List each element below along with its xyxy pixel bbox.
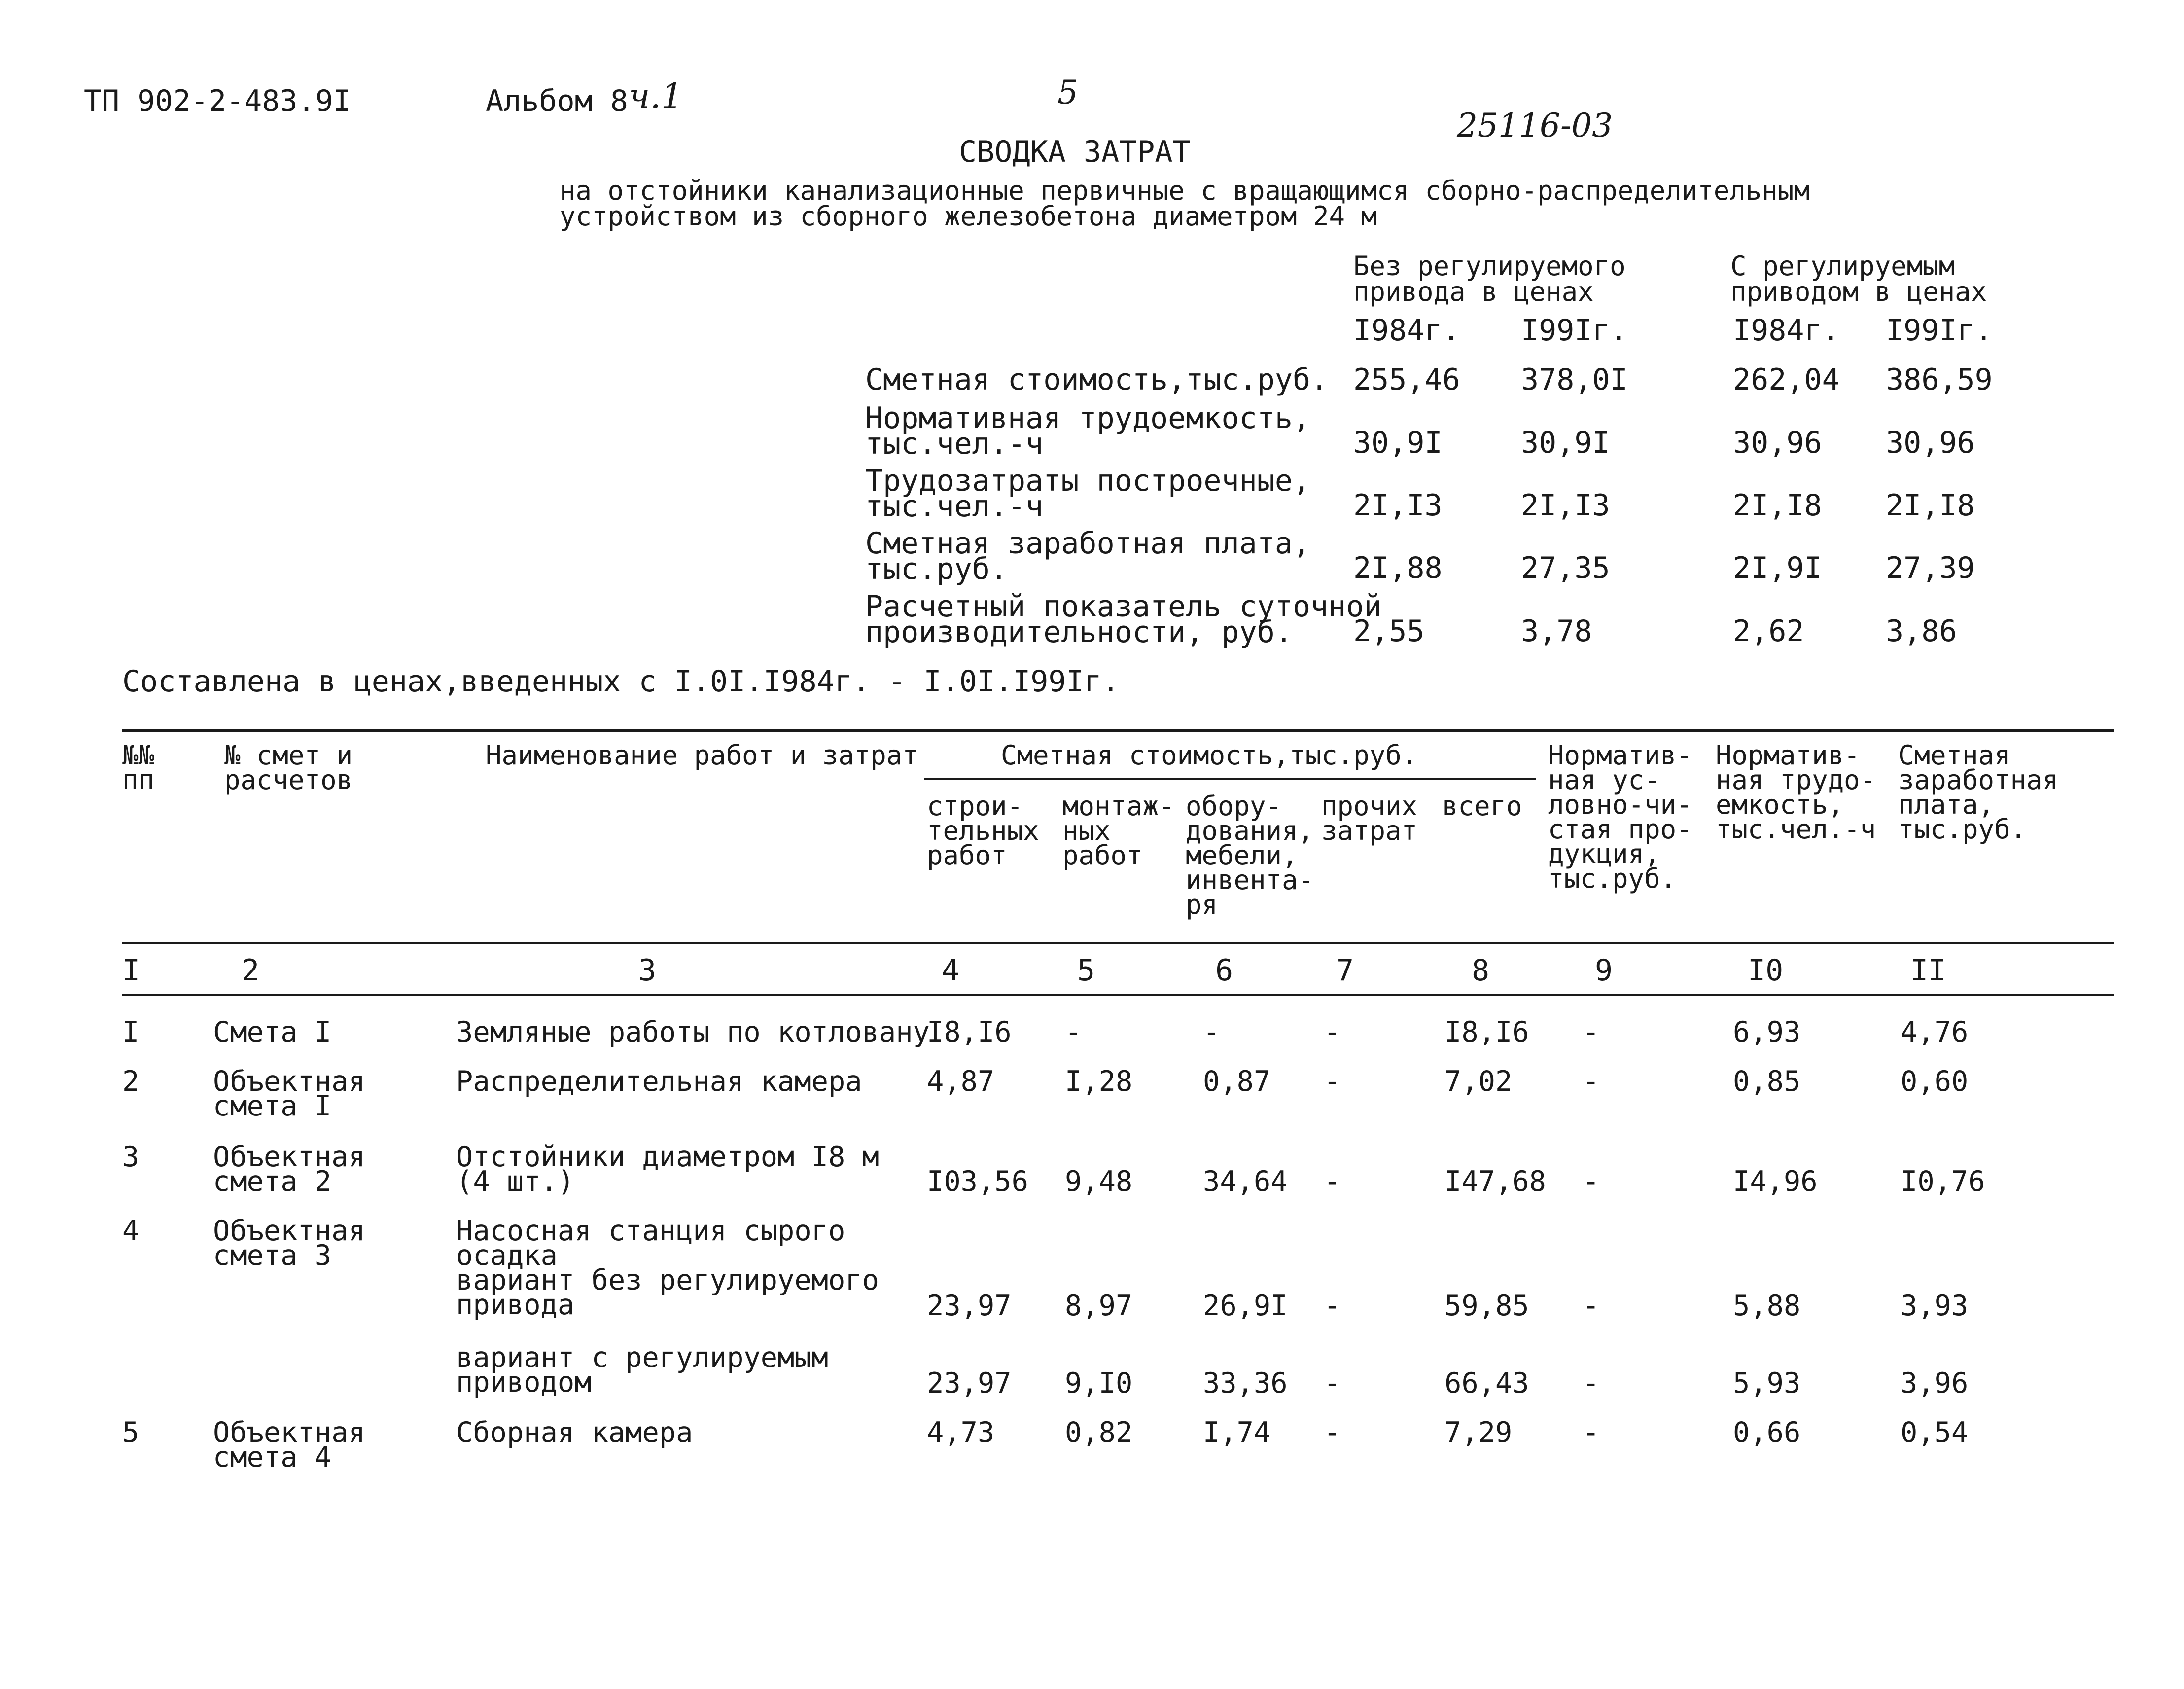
row-value: I,28 (1065, 1065, 1133, 1098)
header-col11: заработная (1898, 764, 2059, 795)
header-col4: строи- (927, 791, 1023, 822)
column-number: 4 (942, 953, 960, 988)
summary-value: 27,35 (1521, 551, 1610, 585)
summary-row-unit: тыс.руб. (865, 552, 1008, 586)
header-col8: всего (1442, 791, 1522, 822)
summary-value: 386,59 (1886, 362, 1993, 397)
row-name: осадка (456, 1239, 558, 1272)
summary-value: 2I,I3 (1353, 488, 1443, 523)
row-estimate: Смета I (213, 1016, 332, 1048)
header-col5: ных (1062, 815, 1111, 846)
row-estimate: Объектная (213, 1215, 365, 1247)
table-header-rule (122, 942, 2114, 944)
row-value: I,74 (1203, 1416, 1271, 1449)
row-name: Сборная камера (456, 1416, 693, 1449)
row-number: 2 (122, 1065, 140, 1098)
header-col10: емкость, (1716, 789, 1844, 820)
column-number: I (122, 953, 141, 988)
summary-value: 2,62 (1733, 614, 1804, 648)
header-col6: мебели, (1186, 840, 1298, 871)
row-value: - (1324, 1065, 1341, 1098)
doc-code: ТП 902-2-483.9I (84, 84, 351, 118)
row-value: 5,88 (1733, 1290, 1801, 1322)
column-number: 9 (1595, 953, 1613, 988)
table-numbers-rule (122, 994, 2114, 996)
row-number: 5 (122, 1416, 140, 1449)
row-number: I (122, 1016, 140, 1048)
row-value: I8,I6 (1444, 1016, 1529, 1048)
row-name: Земляные работы по котловану (456, 1016, 930, 1048)
summary-year: I99Iг. (1521, 313, 1628, 348)
table-group-rule (924, 778, 1536, 780)
summary-value: 378,0I (1521, 362, 1628, 397)
summary-value: 3,86 (1886, 614, 1957, 648)
row-value: 4,73 (927, 1416, 995, 1449)
row-name: вариант без регулируемого (456, 1264, 879, 1296)
header-col9: ловно-чи- (1548, 789, 1692, 820)
summary-value: 262,04 (1733, 362, 1840, 397)
row-value: I8,I6 (927, 1016, 1012, 1048)
row-name: привода (456, 1289, 575, 1321)
summary-group2-subheading: приводом в ценах (1730, 276, 1987, 307)
header-col1: пп (122, 764, 155, 795)
row-number: 3 (122, 1141, 140, 1173)
row-number: 4 (122, 1215, 140, 1247)
header-col6: инвента- (1186, 864, 1314, 896)
row-estimate: Объектная (213, 1065, 365, 1098)
album-part: ч.1 (629, 76, 683, 116)
row-value: 0,60 (1901, 1065, 1969, 1098)
summary-row-label: Трудозатраты построечные, (865, 464, 1311, 498)
header-col5: монтаж- (1062, 791, 1175, 822)
header-col11: плата, (1898, 789, 1995, 820)
column-number: 5 (1077, 953, 1095, 988)
summary-value: 255,46 (1353, 362, 1460, 397)
summary-value: 30,9I (1521, 426, 1610, 460)
summary-row-unit: производительности, руб. (865, 615, 1293, 649)
row-value: 0,87 (1203, 1065, 1271, 1098)
header-col4: тельных (927, 815, 1039, 846)
summary-value: 2I,88 (1353, 551, 1443, 585)
header-col11: тыс.руб. (1898, 814, 2027, 845)
summary-row-label: Сметная стоимость,тыс.руб. (865, 362, 1329, 397)
row-estimate: Объектная (213, 1416, 365, 1449)
row-estimate: смета 2 (213, 1165, 332, 1198)
row-value: - (1324, 1416, 1341, 1449)
row-estimate: смета I (213, 1090, 332, 1122)
row-value: 23,97 (927, 1290, 1012, 1322)
column-number: 6 (1215, 953, 1233, 988)
row-value: I03,56 (927, 1165, 1028, 1198)
page-title: СВОДКА ЗАТРАТ (959, 135, 1191, 169)
row-value: - (1583, 1165, 1600, 1198)
summary-group2-heading: С регулируемым (1730, 251, 1955, 282)
row-value: 0,54 (1901, 1416, 1969, 1449)
header-col2: расчетов (224, 764, 353, 795)
row-value: - (1583, 1016, 1600, 1048)
row-value: 0,85 (1733, 1065, 1801, 1098)
header-col9: Норматив- (1548, 740, 1692, 771)
row-value: 9,48 (1065, 1165, 1133, 1198)
row-value: - (1583, 1416, 1600, 1449)
summary-value: 2I,I8 (1733, 488, 1822, 523)
header-cost-group: Сметная стоимость,тыс.руб. (1001, 740, 1418, 771)
summary-value: 2I,I8 (1886, 488, 1975, 523)
summary-value: 30,96 (1886, 426, 1975, 460)
summary-value: 27,39 (1886, 551, 1975, 585)
header-col6: обору- (1186, 791, 1282, 822)
header-col10: Норматив- (1716, 740, 1860, 771)
row-value: - (1065, 1016, 1082, 1048)
header-col9: дукция, (1548, 838, 1660, 869)
album-label: Альбом 8 (486, 84, 628, 118)
header-col2: № смет и (224, 740, 353, 771)
summary-value: 3,78 (1521, 614, 1592, 648)
column-number: I0 (1748, 953, 1784, 988)
header-col1: №№ (122, 740, 155, 771)
page-number: 5 (1057, 73, 1078, 111)
row-value: 33,36 (1203, 1367, 1288, 1400)
column-number: 8 (1472, 953, 1490, 988)
row-value: - (1324, 1367, 1341, 1400)
header-col3: Наименование работ и затрат (486, 740, 918, 771)
row-value: I4,96 (1733, 1165, 1818, 1198)
summary-row-unit: тыс.чел.-ч (865, 427, 1044, 461)
row-value: 66,43 (1444, 1367, 1529, 1400)
row-value: 7,02 (1444, 1065, 1513, 1098)
header-col9: ная ус- (1548, 764, 1660, 795)
header-col9: стая про- (1548, 814, 1692, 845)
header-col7: затрат (1321, 815, 1418, 846)
row-value: 4,76 (1901, 1016, 1969, 1048)
row-value: - (1203, 1016, 1220, 1048)
row-name: вариант с регулируемым (456, 1341, 828, 1374)
row-value: 26,9I (1203, 1290, 1288, 1322)
row-value: I0,76 (1901, 1165, 1985, 1198)
header-col9: тыс.руб. (1548, 863, 1677, 894)
summary-year: I99Iг. (1886, 313, 1993, 348)
summary-row-label: Сметная заработная плата, (865, 526, 1311, 561)
header-col4: работ (927, 840, 1007, 871)
inventory-number: 25116-03 (1457, 107, 1613, 144)
row-name: (4 шт.) (456, 1165, 575, 1198)
header-col11: Сметная (1898, 740, 2010, 771)
summary-value: 2I,9I (1733, 551, 1822, 585)
row-value: 0,82 (1065, 1416, 1133, 1449)
row-value: 7,29 (1444, 1416, 1513, 1449)
row-value: 5,93 (1733, 1367, 1801, 1400)
row-value: 9,I0 (1065, 1367, 1133, 1400)
row-name: Насосная станция сырого (456, 1215, 845, 1247)
row-value: 59,85 (1444, 1290, 1529, 1322)
table-top-rule (122, 729, 2114, 732)
header-col6: дования, (1186, 815, 1314, 846)
column-number: 2 (242, 953, 260, 988)
prices-note: Составлена в ценах,введенных с I.0I.I984г. - I.0I.I99Iг. (122, 664, 1120, 699)
row-value: 23,97 (927, 1367, 1012, 1400)
row-value: 0,66 (1733, 1416, 1801, 1449)
column-number: 3 (638, 953, 657, 988)
row-value: 4,87 (927, 1065, 995, 1098)
row-value: 3,93 (1901, 1290, 1969, 1322)
header-col5: работ (1062, 840, 1143, 871)
column-number: II (1910, 953, 1946, 988)
row-value: 6,93 (1733, 1016, 1801, 1048)
row-name: приводом (456, 1366, 592, 1399)
row-value: - (1324, 1165, 1341, 1198)
row-value: - (1583, 1065, 1600, 1098)
summary-value: 30,9I (1353, 426, 1443, 460)
summary-group1-heading: Без регулируемого (1353, 251, 1626, 282)
summary-value: 30,96 (1733, 426, 1822, 460)
summary-row-label: Нормативная трудоемкость, (865, 401, 1311, 435)
row-value: 8,97 (1065, 1290, 1133, 1322)
row-value: 3,96 (1901, 1367, 1969, 1400)
summary-year: I984г. (1733, 313, 1840, 348)
row-value: - (1324, 1016, 1341, 1048)
header-col10: ная трудо- (1716, 764, 1876, 795)
row-value: - (1583, 1367, 1600, 1400)
summary-row-label: Расчетный показатель суточной (865, 589, 1382, 624)
row-name: Отстойники диаметром I8 м (456, 1141, 879, 1173)
header-col10: тыс.чел.-ч (1716, 814, 1876, 845)
summary-value: 2,55 (1353, 614, 1425, 648)
summary-row-unit: тыс.чел.-ч (865, 489, 1044, 524)
title-subtitle-line1: на отстойники канализационные первичные с вращающимся сборно-распределительным (560, 175, 1810, 206)
row-value: 34,64 (1203, 1165, 1288, 1198)
column-number: 7 (1336, 953, 1354, 988)
row-name: Распределительная камера (456, 1065, 862, 1098)
summary-value: 2I,I3 (1521, 488, 1610, 523)
row-estimate: смета 3 (213, 1239, 332, 1272)
summary-year: I984г. (1353, 313, 1460, 348)
row-value: I47,68 (1444, 1165, 1546, 1198)
header-col6: ря (1186, 889, 1218, 920)
header-col7: прочих (1321, 791, 1418, 822)
title-subtitle-line2: устройством из сборного железобетона диаметром 24 м (560, 201, 1377, 232)
row-value: - (1583, 1290, 1600, 1322)
summary-group1-subheading: привода в ценах (1353, 276, 1594, 307)
row-value: - (1324, 1290, 1341, 1322)
row-estimate: смета 4 (213, 1441, 332, 1473)
row-estimate: Объектная (213, 1141, 365, 1173)
